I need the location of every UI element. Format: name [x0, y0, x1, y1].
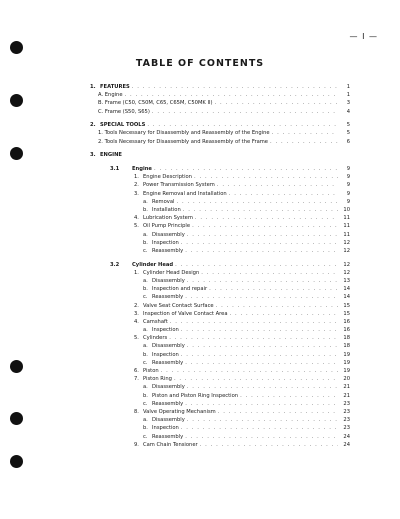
toc-entry [84, 302, 350, 310]
toc-entry-page: 18 [343, 335, 350, 342]
toc-entry-text: Reassembly [152, 400, 184, 407]
dot-leader [124, 151, 338, 159]
toc-entry [84, 247, 350, 255]
toc-entry-text: Cam Chain Tensioner [143, 441, 198, 448]
toc-entry-number: b. [143, 206, 148, 213]
dot-leader [185, 359, 338, 367]
toc-entry-number: a. [143, 277, 148, 284]
toc-entry-label [84, 121, 147, 129]
toc-entry [84, 222, 350, 230]
toc-entry-text: Cylinder Head Design [143, 269, 200, 276]
toc-entry-page: 1 [346, 84, 350, 90]
dot-leader [209, 285, 338, 293]
dot-leader [147, 121, 338, 129]
dot-leader [230, 310, 338, 318]
toc-entry-number: c. [143, 433, 148, 440]
toc-entry-label [84, 392, 240, 400]
toc-entry-text: Cylinder Head [132, 261, 174, 268]
toc-entry-page: 24 [343, 441, 350, 448]
toc-entry-number: 3. [134, 310, 139, 317]
toc-entry-label [84, 416, 187, 424]
toc-entry [84, 173, 350, 181]
toc-entry [84, 165, 350, 173]
toc-entry-number: 8. [134, 408, 139, 415]
toc-entry-label [84, 190, 229, 198]
toc-entry-label [84, 261, 175, 269]
dot-leader [125, 91, 338, 99]
toc-entry [84, 129, 350, 137]
toc-entry-number: 3.1 [110, 166, 120, 172]
toc-entry-text: Reassembly [152, 294, 184, 301]
dot-leader [152, 108, 338, 116]
toc-entry-label [84, 351, 181, 359]
dot-leader [170, 318, 338, 326]
toc-entry-label [84, 247, 185, 255]
toc-entry-page: 12 [343, 239, 350, 246]
toc-entry-text: Installation [152, 206, 181, 213]
toc-entry [84, 206, 350, 214]
dot-leader [187, 277, 338, 285]
toc-entry-text: Inspection and repair [152, 286, 208, 293]
toc-entry-label [84, 367, 161, 375]
toc-entry-page: 19 [343, 368, 350, 374]
toc-entry [84, 239, 350, 247]
toc-entry-page: 23 [343, 408, 350, 415]
toc-entry-text: Engine Removal and Installation [143, 190, 227, 197]
toc-entry-text: Piston [143, 368, 159, 374]
toc-entry-label [84, 433, 185, 441]
toc-entry-text: Camshaft [143, 318, 168, 325]
toc-entry-label [84, 277, 187, 285]
table-of-contents [84, 83, 350, 449]
dot-leader [181, 326, 338, 334]
toc-entry-text: Disassembly [152, 417, 185, 424]
toc-entry-number: a. [143, 417, 148, 424]
dot-leader [195, 214, 338, 222]
toc-entry-number: c. [143, 359, 148, 366]
toc-entry-text: Disassembly [152, 343, 185, 350]
toc-entry-label [84, 173, 194, 181]
toc-entry-page: 11 [343, 215, 350, 222]
toc-entry-page: 9 [346, 174, 350, 181]
dot-leader [270, 138, 338, 146]
toc-entry-page: 21 [343, 384, 350, 391]
toc-entry [84, 198, 350, 206]
toc-entry-label [84, 441, 200, 449]
toc-entry-number: 1. [134, 174, 139, 181]
toc-entry-number: 4. [134, 318, 139, 325]
toc-entry-text: Reassembly [152, 433, 184, 440]
binder-holes [0, 0, 30, 519]
toc-entry [84, 416, 350, 424]
toc-entry-number: a. [143, 327, 148, 334]
toc-entry-label [84, 99, 215, 107]
toc-entry-text: Valve Seat Contact Surface [143, 302, 214, 309]
dot-leader [240, 392, 338, 400]
toc-entry [84, 108, 350, 116]
dot-leader [185, 400, 338, 408]
toc-entry-label [84, 424, 181, 432]
toc-entry-text: Piston and Piston Ring Inspection [152, 392, 239, 399]
toc-entry-text: Engine [132, 166, 152, 172]
toc-entry-label [84, 239, 181, 247]
toc-entry-number: 7. [134, 376, 139, 383]
toc-entry-text: Lubrication System [143, 215, 193, 222]
toc-entry-page [338, 151, 350, 159]
toc-entry-page: 16 [343, 318, 350, 325]
toc-entry-number: b. [143, 392, 148, 399]
binder-hole [10, 455, 23, 468]
toc-entry-label [84, 165, 154, 173]
binder-hole [10, 412, 23, 425]
toc-entry-label [84, 302, 216, 310]
page-title: TABLE OF CONTENTS [135, 58, 265, 69]
toc-entry-page: 23 [343, 425, 350, 432]
toc-entry-text: 2. Tools Necessary for Disassembly and Reassembly of the Frame [98, 138, 269, 145]
toc-entry-label [84, 269, 201, 277]
toc-entry-page: 23 [343, 400, 350, 407]
dot-leader [229, 190, 338, 198]
dot-leader [201, 269, 338, 277]
toc-entry [84, 285, 350, 293]
toc-entry [84, 310, 350, 318]
dot-leader [187, 383, 338, 391]
toc-entry-text: Inspection [152, 425, 179, 432]
toc-entry-number: 4. [134, 215, 139, 222]
toc-entry-number: b. [143, 351, 148, 358]
toc-entry-page: 16 [343, 327, 350, 334]
binder-hole [10, 147, 23, 160]
toc-entry [84, 91, 350, 99]
toc-entry-text: Piston Ring [143, 376, 172, 383]
toc-entry-label [84, 375, 174, 383]
toc-entry [84, 151, 350, 159]
toc-entry-page: 11 [343, 231, 350, 238]
toc-entry-number: 5. [134, 223, 139, 230]
dot-leader [185, 247, 338, 255]
toc-entry [84, 121, 350, 129]
page-number: — I — [349, 32, 378, 41]
dot-leader [216, 302, 338, 310]
toc-entry-label [84, 181, 217, 189]
toc-entry-page: 24 [343, 433, 350, 440]
toc-entry-page: 10 [343, 206, 350, 213]
toc-entry [84, 424, 350, 432]
toc-entry [84, 261, 350, 269]
toc-entry [84, 334, 350, 342]
dot-leader [174, 375, 338, 383]
toc-entry-text: Oil Pump Principle [143, 223, 191, 230]
dot-leader [217, 181, 338, 189]
toc-entry-page: 9 [346, 166, 350, 172]
toc-entry-text: 1. Tools Necessary for Disassembly and Reassembly of the Engine [98, 130, 270, 137]
dot-leader [215, 99, 338, 107]
toc-entry-number: 6. [134, 368, 139, 374]
toc-entry-page: 20 [343, 376, 350, 383]
toc-entry-number: a. [143, 198, 148, 205]
toc-entry-label [84, 400, 185, 408]
toc-entry-text: Removal [152, 198, 175, 205]
toc-entry-text: A. Engine [98, 92, 123, 99]
toc-entry-text: Inspection [152, 327, 179, 334]
toc-entry-text: Engine Description [143, 174, 192, 181]
binder-hole [10, 94, 23, 107]
toc-entry [84, 83, 350, 91]
toc-entry-page: 5 [346, 122, 350, 129]
toc-entry-page: 4 [346, 108, 350, 115]
toc-entry-text: Disassembly [152, 384, 185, 391]
toc-entry [84, 277, 350, 285]
toc-entry-label [84, 206, 183, 214]
toc-entry-label [84, 326, 181, 334]
toc-entry-label [84, 408, 218, 416]
toc-entry-label [84, 108, 152, 116]
dot-leader [175, 261, 338, 269]
dot-leader [192, 222, 338, 230]
toc-entry [84, 231, 350, 239]
toc-entry-text: B. Frame (C50, C50M, C65, C65M, C50MK II) [98, 100, 213, 107]
dot-leader [169, 334, 338, 342]
toc-entry-label [84, 285, 209, 293]
toc-entry-page: 12 [343, 247, 350, 254]
dot-leader [194, 173, 338, 181]
toc-entry-page: 1 [346, 92, 350, 99]
toc-entry-page: 19 [343, 351, 350, 358]
toc-entry-page: 6 [346, 138, 350, 145]
toc-entry-number: a. [143, 231, 148, 238]
dot-leader [132, 83, 338, 91]
dot-leader [272, 129, 338, 137]
dot-leader [187, 342, 338, 350]
toc-entry-page: 15 [343, 310, 350, 317]
dot-leader [161, 367, 338, 375]
toc-entry-number: 2. [134, 302, 139, 309]
toc-entry-page: 23 [343, 417, 350, 424]
toc-entry-number: 9. [134, 441, 139, 448]
toc-entry-number: b. [143, 425, 148, 432]
toc-entry-number: c. [143, 400, 148, 407]
toc-entry-page: 9 [346, 190, 350, 197]
dot-leader [181, 351, 338, 359]
dot-leader [176, 198, 338, 206]
toc-entry-number: c. [143, 247, 148, 254]
dot-leader [187, 416, 338, 424]
toc-entry-page: 18 [343, 343, 350, 350]
toc-entry [84, 326, 350, 334]
toc-entry-label [84, 231, 187, 239]
toc-entry-page: 14 [343, 294, 350, 301]
toc-entry-page: 12 [343, 261, 350, 268]
toc-entry [84, 400, 350, 408]
toc-entry-page: 15 [343, 302, 350, 309]
toc-entry-text: Reassembly [152, 359, 184, 366]
toc-entry-label [84, 318, 170, 326]
toc-entry [84, 181, 350, 189]
toc-entry [84, 408, 350, 416]
toc-entry-page: 3 [346, 100, 350, 107]
toc-entry-text: ENGINE [100, 152, 122, 159]
toc-entry [84, 99, 350, 107]
toc-entry-text: Disassembly [152, 231, 185, 238]
toc-entry-label [84, 129, 272, 137]
toc-entry-text: Valve Operating Mechanism [143, 408, 216, 415]
toc-entry-text: FEATURES [100, 84, 130, 90]
dot-leader [183, 206, 338, 214]
toc-entry-text: Inspection [152, 239, 179, 246]
toc-entry-number: 3.2 [110, 261, 120, 268]
toc-entry-text: C. Frame (S50, S65) [98, 108, 150, 115]
binder-hole [10, 360, 23, 373]
toc-entry-label [84, 293, 185, 301]
toc-entry [84, 383, 350, 391]
toc-entry-number: b. [143, 239, 148, 246]
toc-entry-page: 19 [343, 359, 350, 366]
toc-entry-text: Power Transmission System [143, 182, 215, 189]
toc-entry-number: 3. [134, 190, 139, 197]
toc-entry-label [84, 151, 124, 159]
toc-entry-number: 1. [134, 269, 139, 276]
toc-entry-label [84, 359, 185, 367]
toc-entry-text: SPECIAL TOOLS [100, 122, 146, 129]
toc-entry [84, 375, 350, 383]
toc-entry-label [84, 198, 176, 206]
toc-entry [84, 214, 350, 222]
toc-entry-label [84, 222, 192, 230]
toc-entry-number: 2. [90, 122, 96, 129]
toc-entry-number: 1. [90, 84, 96, 90]
toc-entry [84, 367, 350, 375]
toc-entry-page: 9 [346, 198, 350, 205]
toc-entry-page: 21 [343, 392, 350, 399]
toc-entry [84, 269, 350, 277]
toc-entry [84, 441, 350, 449]
toc-entry-text: Inspection of Valve Contact Area [143, 310, 228, 317]
toc-entry-number: a. [143, 384, 148, 391]
toc-entry-number: b. [143, 286, 148, 293]
toc-entry-label [84, 214, 195, 222]
toc-entry-number: a. [143, 343, 148, 350]
toc-entry-label [84, 310, 230, 318]
toc-entry-page: 12 [343, 269, 350, 276]
toc-entry-label [84, 342, 187, 350]
dot-leader [185, 433, 338, 441]
toc-entry-text: Reassembly [152, 247, 184, 254]
dot-leader [218, 408, 338, 416]
toc-entry [84, 138, 350, 146]
toc-entry [84, 392, 350, 400]
toc-entry [84, 351, 350, 359]
toc-entry-text: Inspection [152, 351, 179, 358]
toc-entry-text: Disassembly [152, 277, 185, 284]
toc-entry-page: 9 [346, 182, 350, 189]
toc-entry-label [84, 138, 270, 146]
dot-leader [181, 239, 338, 247]
dot-leader [154, 165, 338, 173]
dot-leader [185, 293, 338, 301]
dot-leader [181, 424, 338, 432]
toc-entry [84, 190, 350, 198]
dot-leader [200, 441, 338, 449]
toc-entry-label [84, 383, 187, 391]
toc-entry-number: 3. [90, 152, 96, 159]
toc-entry-label [84, 91, 125, 99]
toc-entry-text: Cylinders [143, 335, 168, 342]
toc-entry [84, 359, 350, 367]
toc-entry-number: c. [143, 294, 148, 301]
toc-entry [84, 318, 350, 326]
toc-entry [84, 342, 350, 350]
toc-entry-page: 14 [343, 286, 350, 293]
toc-entry-page: 11 [343, 223, 350, 230]
toc-entry-page: 5 [346, 130, 350, 137]
toc-entry-label [84, 83, 132, 91]
dot-leader [187, 231, 338, 239]
toc-entry-number: 2. [134, 182, 139, 189]
toc-entry-page: 13 [343, 277, 350, 284]
toc-entry [84, 433, 350, 441]
toc-entry [84, 293, 350, 301]
toc-entry-label [84, 334, 169, 342]
toc-entry-number: 5. [134, 335, 139, 342]
binder-hole [10, 41, 23, 54]
